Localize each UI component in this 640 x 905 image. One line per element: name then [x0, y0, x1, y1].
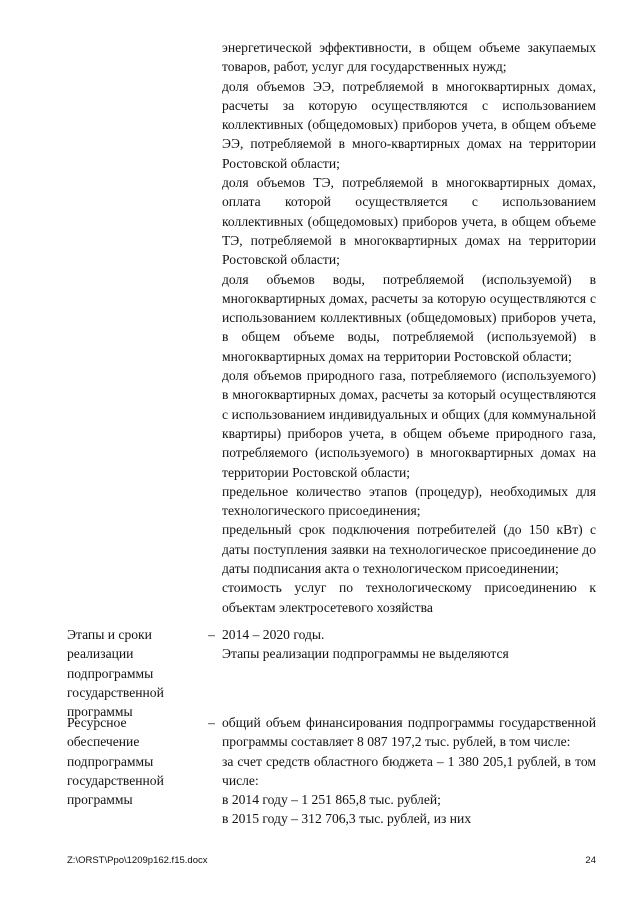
- indicator-paragraph: энергетической эффективности, в общем объеме закупаемых товаров, работ, услуг для государственных нужд;: [222, 40, 596, 75]
- resources-year-2014: в 2014 году – 1 251 865,8 тыс. рублей;: [222, 792, 441, 808]
- stages-period: 2014 – 2020 годы.: [222, 627, 325, 642]
- page-number: 24: [585, 855, 596, 866]
- resources-year-2015: в 2015 году – 312 706,3 тыс. рублей, из них: [222, 811, 472, 827]
- resources-total: общий объем финансирования подпрограммы государственной программы составляет 8 087 197,2 тыс. рублей, в том числе:: [222, 715, 596, 750]
- indicator-paragraph: предельное количество этапов (процедур), необходимых для технологического присоединения;: [222, 483, 596, 519]
- resources-row: [67, 713, 596, 829]
- stages-body: [222, 625, 596, 721]
- indicator-paragraph: доля объемов воды, потребляемой (используемой) в многоквартирных домах, расчеты за которую осуществляются с использованием коллективных (общедомовых) приборов учета, в общем объеме воды, потребляемой (используемой) в многоквартирных домах на территории Ростовской области;: [222, 271, 596, 364]
- indicator-paragraph: доля объемов ТЭ, потребляемой в многоквартирных домах, оплата которой осуществляется с использованием коллективных (общедомовых) приборов учета, в общем объеме ТЭ, потребляемой в многоквартирных домах на территории Ростовской области;: [222, 175, 596, 268]
- resources-regional-budget: за счет средств областного бюджета – 1 380 205,1 рублей, в том числе:: [222, 753, 596, 788]
- stages-dash: –: [208, 627, 215, 642]
- resources-dash: –: [208, 715, 215, 730]
- footer-file-path: Z:\ORST\Ppo\1209p162.f15.docx: [67, 855, 208, 866]
- resources-body: [222, 713, 596, 829]
- stages-row: [67, 625, 596, 721]
- indicator-paragraph: доля объемов природного газа, потребляемого (используемого) в многоквартирных домах, расчеты за который осуществляются с использованием индивидуальных и общих (для коммунальной квартиры) приборов учета, в общем объеме природного газа, потребляемого (используемого) в многоквартирных домах на территории Ростовской области;: [222, 368, 596, 480]
- indicator-paragraph: стоимость услуг по технологическому присоединению к объектам электросетевого хозяйства: [222, 580, 596, 615]
- resources-label: Ресурсное обеспечение подпрограммы государственной программы: [67, 715, 164, 808]
- stages-label: Этапы и сроки реализации подпрограммы государственной программы: [67, 627, 164, 720]
- indicators-continuation: [222, 38, 596, 617]
- indicator-paragraph: предельный срок подключения потребителей (до 150 кВт) с даты поступления заявки на технологическое присоединение до даты подписания акта о технологическом присоединении;: [222, 522, 596, 577]
- page-footer: [67, 855, 596, 866]
- stages-note: Этапы реализации подпрограммы не выделяются: [222, 646, 509, 662]
- indicator-paragraph: доля объемов ЭЭ, потребляемой в многоквартирных домах, расчеты за которую осуществляются с использованием коллективных (общедомовых) приборов учета, в общем объеме ЭЭ, потребляемой в много-квартирных домах на территории Ростовской области;: [222, 78, 596, 171]
